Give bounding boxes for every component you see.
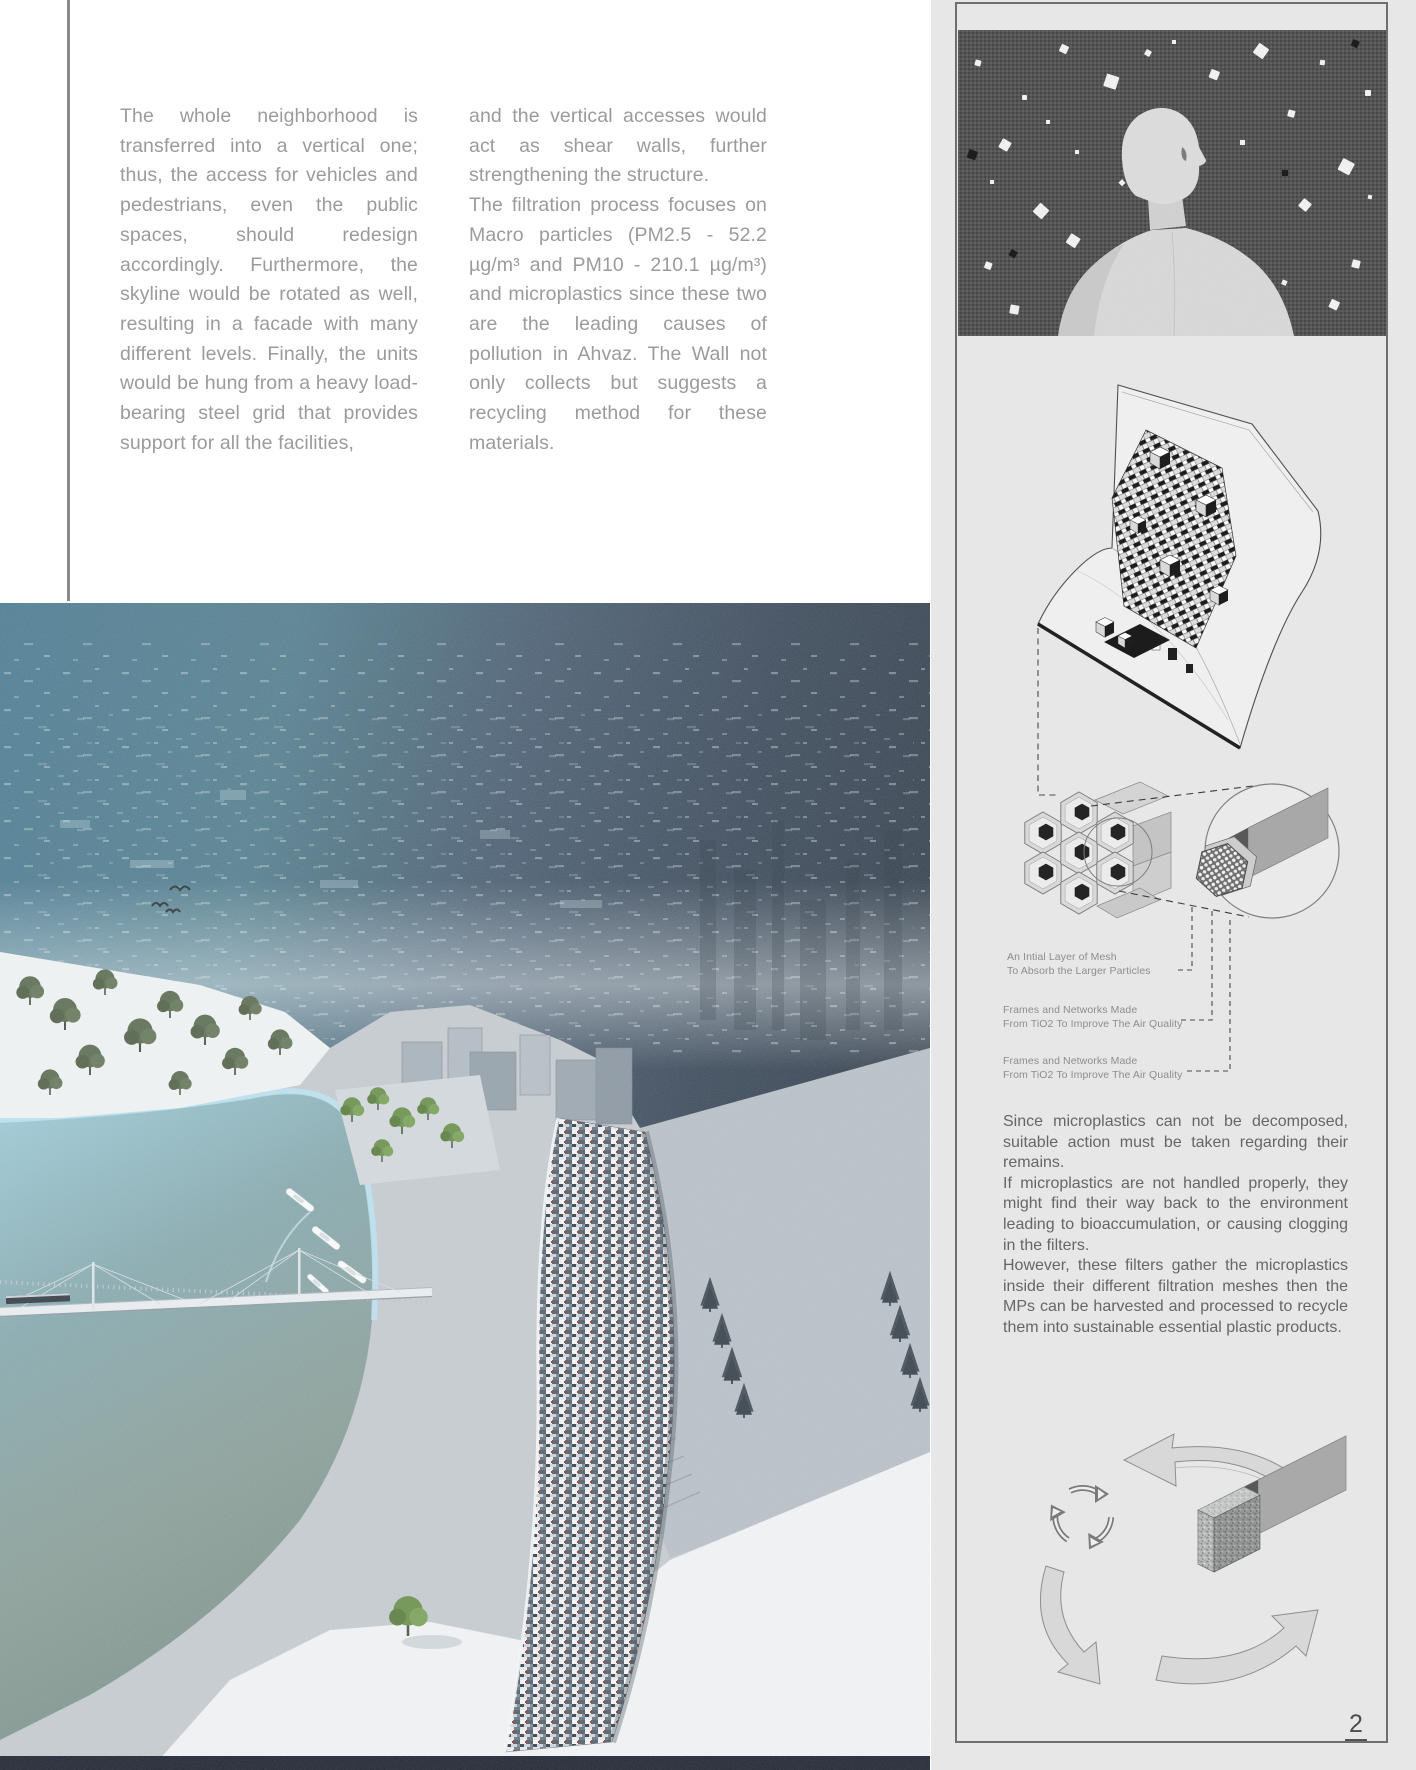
recycle-diagram xyxy=(1040,1434,1346,1684)
cycle-arrow-right xyxy=(1156,1610,1318,1684)
label-leader-lines xyxy=(1178,906,1230,1071)
filter-label-mesh xyxy=(1007,951,1151,978)
filter-label-tio2-b-line1: Frames and Networks Made xyxy=(1003,1055,1138,1067)
filter-label-tio2-b xyxy=(1003,1055,1182,1082)
main-render-image xyxy=(0,603,930,1770)
axon-diagram xyxy=(1038,385,1321,795)
filter-label-tio2-a-line2: From TiO2 To Improve The Air Quality xyxy=(1003,1017,1183,1030)
cycle-arrow-left xyxy=(1040,1566,1100,1684)
axon-leader-dashed xyxy=(1038,628,1060,795)
filter-label-tio2-a xyxy=(1003,1004,1182,1031)
article-col1-paragraph: The whole neighborhood is transferred into a vertical one; thus, the access for vehicles and pedestrians, even the public spaces, should redesign accordingly. Furthermore, the skyline would be rotated as well, resulting in a facade with many different levels. Finally, the units would be hung from a heavy load-bearing steel grid that provides support for all the facilities, xyxy=(120,105,418,454)
sidebar-paragraph-2: If microplastics are not handled properly, they might find their way back to the environment leading to bioaccumulation, or causing clogging in the filters. xyxy=(1003,1174,1348,1254)
sidebar-paragraph-3: However, these filters gather the microplastics inside their different filtration meshes then the MPs can be harvested and processed to recycle them into sustainable essential plastic products. xyxy=(1003,1257,1348,1336)
particle-figure-image xyxy=(958,30,1386,336)
recycle-icon xyxy=(1043,1485,1116,1554)
sidebar-paragraphs xyxy=(1003,1112,1348,1339)
sidebar-paragraph-1: Since microplastics can not be decomposed, suitable action must be taken regarding their remains. xyxy=(1003,1113,1348,1172)
filter-label-mesh-line2: To Absorb the Larger Particles xyxy=(1007,964,1151,977)
filter-label-tio2-b-line2: From TiO2 To Improve The Air Quality xyxy=(1003,1068,1183,1081)
filter-label-tio2-a-line1: Frames and Networks Made xyxy=(1003,1004,1138,1016)
page-number: 2 xyxy=(1345,1710,1367,1741)
article-col2-paragraph-2: The filtration process focuses on Macro particles (PM2.5 - 52.2 µg/m³ and PM10 - 210.1 µg/m³) and microplastics since these two are the leading causes of pollution in Ahvaz. The Wall not only collects but suggests a recycling method for these materials. xyxy=(469,194,767,454)
filter-label-mesh-line1: An Intial Layer of Mesh xyxy=(1007,951,1117,963)
article-col2-paragraph-1: and the vertical accesses would act as shear walls, further strengthening the structure. xyxy=(469,105,767,187)
